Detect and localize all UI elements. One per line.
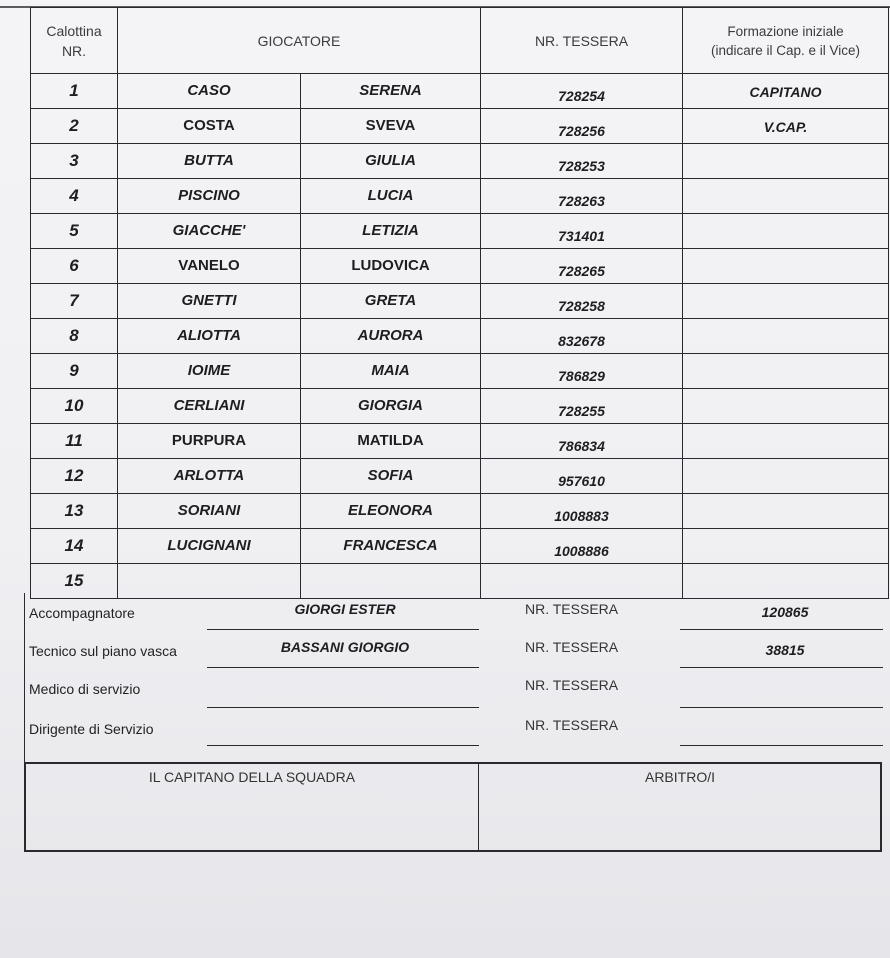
header-giocatore: GIOCATORE [118,8,481,74]
player-first-name-cell [301,529,481,564]
player-number: 1 [69,81,79,100]
staff-tessera-line [680,629,883,630]
table-row [31,529,889,564]
player-first-name-cell [301,494,481,529]
player-first-name: MATILDA [357,432,424,449]
players-table [30,7,889,599]
staff-tessera-label: NR. TESSERA [525,717,619,733]
table-row [31,424,889,459]
player-tessera: 728263 [558,193,605,209]
player-tessera-cell [481,284,683,319]
player-number: 13 [64,501,84,520]
player-first-name: FRANCESCA [343,537,438,554]
player-first-name: AURORA [357,327,424,344]
player-number: 11 [65,431,83,450]
player-number: 15 [64,571,84,590]
player-surname-cell [118,214,301,249]
header-formazione [683,8,889,74]
header-calottina: Calottina NR. [31,8,118,74]
staff-name-line [207,745,479,746]
player-number: 6 [69,256,79,275]
referee-signature-label: ARBITRO/I [644,769,715,785]
player-surname-cell [118,179,301,214]
player-number: 8 [69,326,79,345]
player-tessera: 731401 [558,228,605,244]
player-first-name: LUDOVICA [351,257,430,274]
table-header-row [31,8,889,74]
player-surname: ARLOTTA [173,467,245,484]
player-tessera: 728258 [558,298,605,314]
player-role-cell [683,249,889,284]
player-tessera: 786834 [558,438,605,454]
player-surname: COSTA [183,117,235,134]
player-first-name: GIORGIA [357,397,423,414]
staff-tessera-line [680,745,883,746]
player-number: 4 [69,186,79,205]
player-role-cell [683,354,889,389]
player-number: 5 [69,221,79,240]
player-surname: IOIME [187,362,231,379]
player-number-cell [31,179,118,214]
player-number: 9 [69,361,79,380]
player-first-name-cell [301,459,481,494]
player-surname-cell [118,144,301,179]
table-row [31,214,889,249]
staff-tessera-label: NR. TESSERA [525,677,619,693]
player-first-name: MAIA [371,362,410,379]
player-tessera: 728254 [558,88,605,104]
staff-tessera-label: NR. TESSERA [525,601,619,617]
player-role-cell [683,109,889,144]
table-row [31,354,889,389]
player-tessera: 957610 [558,473,605,489]
staff-tessera-label: NR. TESSERA [525,639,619,655]
player-number-cell [31,284,118,319]
formazione-line2: (indicare il Cap. e il Vice) [710,42,861,58]
player-number-cell [31,494,118,529]
player-tessera-cell [481,354,683,389]
player-number-cell [31,319,118,354]
player-first-name-cell [301,74,481,109]
player-number: 2 [69,116,79,135]
player-tessera: 728265 [558,263,605,279]
player-number-cell [31,424,118,459]
player-role-cell [683,424,889,459]
player-tessera: 1008883 [554,508,609,524]
player-first-name: SERENA [359,82,422,99]
player-surname-cell [118,354,301,389]
player-first-name-cell [301,144,481,179]
staff-name-line [207,707,479,708]
player-number: 10 [64,396,84,415]
staff-label: Accompagnatore [29,605,135,621]
staff-label: Medico di servizio [29,681,141,697]
player-tessera: 728253 [558,158,605,174]
table-row [31,179,889,214]
player-surname: GIACCHE' [172,222,246,239]
player-tessera-cell [481,494,683,529]
staff-name: GIORGI ESTER [294,601,396,617]
staff-name-line [207,667,479,668]
table-row [31,284,889,319]
formazione-line1: Formazione iniziale [727,23,844,39]
table-row [31,249,889,284]
player-role-cell [683,74,889,109]
header-tessera: NR. TESSERA [481,8,683,74]
player-first-name-cell [301,319,481,354]
player-first-name-cell [301,249,481,284]
table-row [31,319,889,354]
player-tessera: 728255 [558,403,605,419]
table-row [31,74,889,109]
player-surname: GNETTI [181,292,237,309]
staff-row [25,669,883,707]
player-first-name: SOFIA [367,467,414,484]
player-surname-cell [118,109,301,144]
player-first-name-cell [301,424,481,459]
staff-tessera-value: 38815 [765,642,805,658]
player-surname: SORIANI [177,502,241,519]
player-surname: ALIOTTA [177,327,241,344]
player-surname: LUCIGNANI [167,537,251,554]
player-tessera: 786829 [558,368,605,384]
player-surname: VANELO [178,257,240,274]
player-surname-cell [118,494,301,529]
player-first-name: GIULIA [365,152,416,169]
player-tessera: 728256 [558,123,605,139]
player-tessera: 1008886 [554,543,609,559]
captain-signature-label: IL CAPITANO DELLA SQUADRA [148,769,356,785]
player-tessera-cell [481,74,683,109]
player-first-name: SVEVA [365,117,416,134]
player-number-cell [31,459,118,494]
player-number: 7 [69,291,79,310]
player-surname: CASO [187,82,231,99]
player-surname-cell [118,319,301,354]
table-row [31,389,889,424]
player-tessera-cell [481,249,683,284]
player-tessera-cell [481,529,683,564]
player-surname-cell [118,459,301,494]
player-number: 14 [64,536,84,555]
player-surname-cell [118,529,301,564]
staff-label: Dirigente di Servizio [29,721,154,737]
staff-tessera-line [680,707,883,708]
player-role-cell [683,284,889,319]
staff-name: BASSANI GIORGIO [280,639,410,655]
staff-tessera-value: 120865 [761,604,809,620]
staff-row [25,709,883,747]
player-number-cell [31,529,118,564]
player-number: 3 [69,151,79,170]
player-role-cell [683,494,889,529]
table-row [31,459,889,494]
table-row [31,144,889,179]
player-role-cell [683,179,889,214]
player-role-cell [683,144,889,179]
player-first-name: LUCIA [367,187,414,204]
player-surname-cell [118,74,301,109]
player-tessera-cell [481,144,683,179]
player-tessera-cell [481,109,683,144]
player-surname: CERLIANI [173,397,245,414]
player-first-name-cell [301,354,481,389]
player-role: CAPITANO [749,84,822,100]
player-number-cell [31,144,118,179]
signature-divider [478,764,479,852]
player-tessera-cell [481,319,683,354]
player-role: V.CAP. [763,119,808,135]
staff-section [24,593,883,763]
staff-row [25,631,883,669]
staff-label: Tecnico sul piano vasca [29,643,177,659]
player-surname-cell [118,249,301,284]
player-number-cell [31,74,118,109]
player-first-name: GRETA [364,292,417,309]
table-row [31,494,889,529]
player-surname: PURPURA [171,432,247,449]
player-tessera: 832678 [558,333,605,349]
player-surname: PISCINO [178,187,240,204]
player-first-name-cell [301,109,481,144]
player-first-name-cell [301,389,481,424]
player-first-name: LETIZIA [362,222,419,239]
player-role-cell [683,459,889,494]
player-surname-cell [118,424,301,459]
staff-tessera-line [680,667,883,668]
player-first-name-cell [301,284,481,319]
player-number-cell [31,249,118,284]
signature-box [24,762,882,852]
player-number: 12 [64,466,84,485]
staff-name-line [207,629,479,630]
player-tessera-cell [481,424,683,459]
player-number-cell [31,354,118,389]
player-role-cell [683,389,889,424]
player-tessera-cell [481,214,683,249]
player-first-name-cell [301,179,481,214]
player-first-name-cell [301,214,481,249]
player-number-cell [31,389,118,424]
player-number-cell [31,109,118,144]
player-surname: BUTTA [184,152,234,169]
player-surname-cell [118,389,301,424]
player-tessera-cell [481,459,683,494]
player-role-cell [683,319,889,354]
staff-row [25,593,883,631]
player-role-cell [683,529,889,564]
player-tessera-cell [481,389,683,424]
player-first-name: ELEONORA [347,502,433,519]
player-number-cell [31,214,118,249]
player-role-cell [683,214,889,249]
player-surname-cell [118,284,301,319]
table-row [31,109,889,144]
player-tessera-cell [481,179,683,214]
